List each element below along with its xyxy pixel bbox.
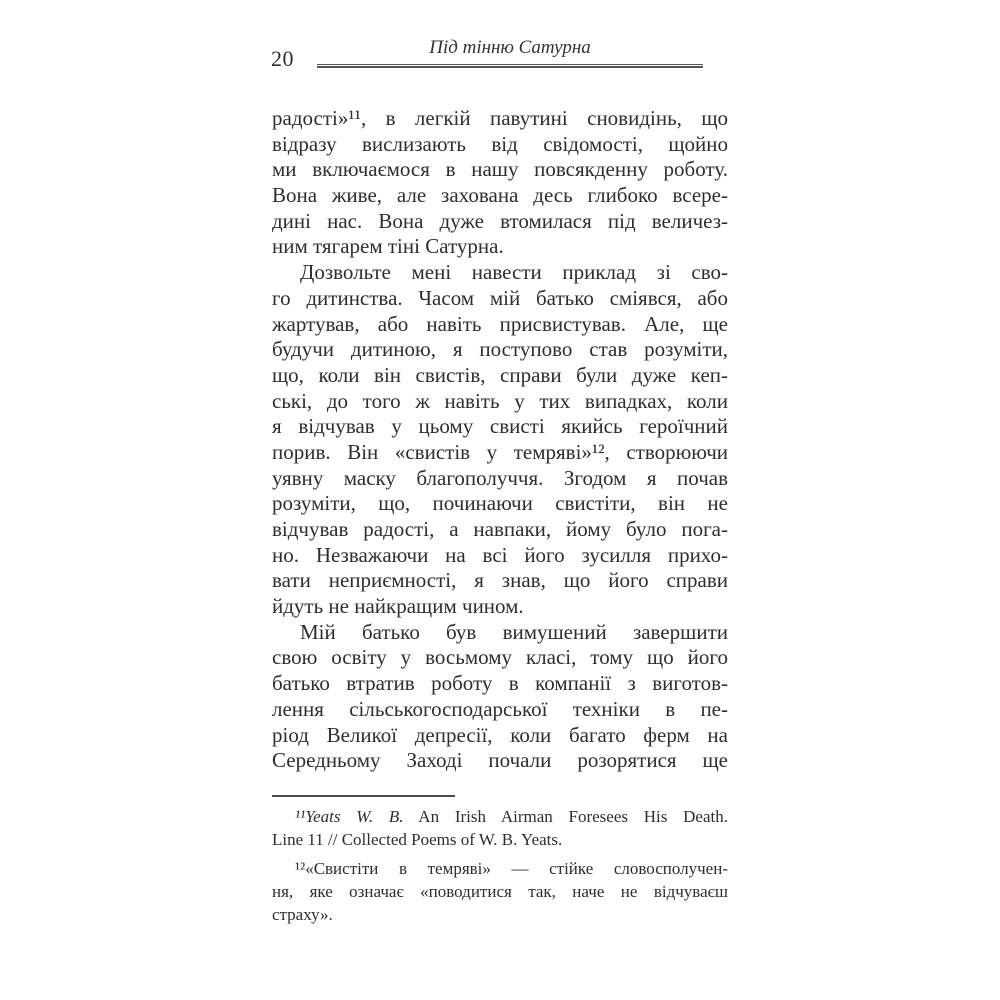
body-text-line: що, коли він свистів, справи були дуже кеп- (272, 362, 728, 387)
body-text-line: я відчував у цьому свисті якийсь героїчний (272, 414, 728, 439)
body-text-line: ріод Великої депресії, коли багато ферм на (272, 722, 728, 747)
footnote-12-line: ня, яке означає «поводитися так, наче не відчуваєш (272, 882, 728, 901)
body-text-line: батько втратив роботу в компанії з виготов- (272, 671, 728, 696)
footnotes (272, 805, 728, 926)
body-text-line: Вона живе, але захована десь глибоко всере- (272, 183, 728, 208)
body-text-line: Середньому Заході почали розорятися ще (272, 748, 728, 773)
body-text-line: відчував радості, а навпаки, йому було пога- (272, 517, 728, 541)
header-rule (317, 64, 703, 68)
body-text-line: жартував, або навіть присвистував. Але, ще (272, 311, 728, 336)
body-text-line: уявну маску благополуччя. Згодом я почав (272, 465, 728, 490)
body-text-line: ми включаємося в нашу повсякденну роботу. (272, 157, 728, 182)
body-text-line: но. Незважаючи на всі його зусилля прихо- (272, 542, 728, 567)
footnote-11 (272, 805, 728, 851)
footnote-12-line: страху». (272, 905, 333, 924)
body-text-line: вати неприємності, я знав, що його справи (272, 568, 728, 593)
body-text-line: Дозвольте мені навести приклад зі сво- (300, 260, 728, 285)
running-title: Під тінню Сатурна (429, 37, 591, 58)
body-text (272, 106, 728, 774)
footnote-separator-rule (272, 795, 455, 797)
body-text-line: свою освіту у восьмому класі, тому що його (272, 645, 728, 670)
body-text-line: ним тягарем тіні Сатурна. (272, 234, 504, 259)
body-text-line: будучи дитиною, я поступово став розуміти, (272, 337, 728, 362)
body-text-line: дині нас. Вона дуже втомилася під величез- (272, 208, 728, 233)
footnote-11-line: Line 11 // Collected Poems of W. B. Yeats. (272, 830, 563, 849)
body-text-line: відразу вислизають від свідомості, щойно (272, 131, 728, 156)
body-text-line: йдуть не найкращим чином. (272, 594, 524, 619)
footnote-11-author: ¹¹Yeats W. B. (295, 807, 404, 826)
body-text-line: лення сільськогосподарської техніки в пе- (272, 696, 728, 721)
body-text-line: го дитинства. Часом мій батько сміявся, або (272, 285, 728, 310)
body-text-line: Мій батько був вимушений завершити (300, 619, 728, 644)
body-text-line: ські, до того ж навіть у тих випадках, коли (272, 388, 728, 413)
footnote-12-line: ¹²«Свистіти в темряві» — стійке словосполучен- (295, 859, 728, 878)
page-number: 20 (271, 46, 294, 71)
body-text-line: радості»¹¹, в легкій павутині сновидінь, що (272, 106, 728, 130)
body-text-line: порив. Він «свистів у темряві»¹², створюючи (272, 439, 728, 464)
footnote-12 (272, 857, 728, 926)
footnote-11-title: An Irish Airman Foresees His Death. (403, 807, 728, 826)
body-text-line: розуміти, що, починаючи свистіти, він не (272, 491, 728, 516)
footnote-11-line (272, 805, 728, 828)
